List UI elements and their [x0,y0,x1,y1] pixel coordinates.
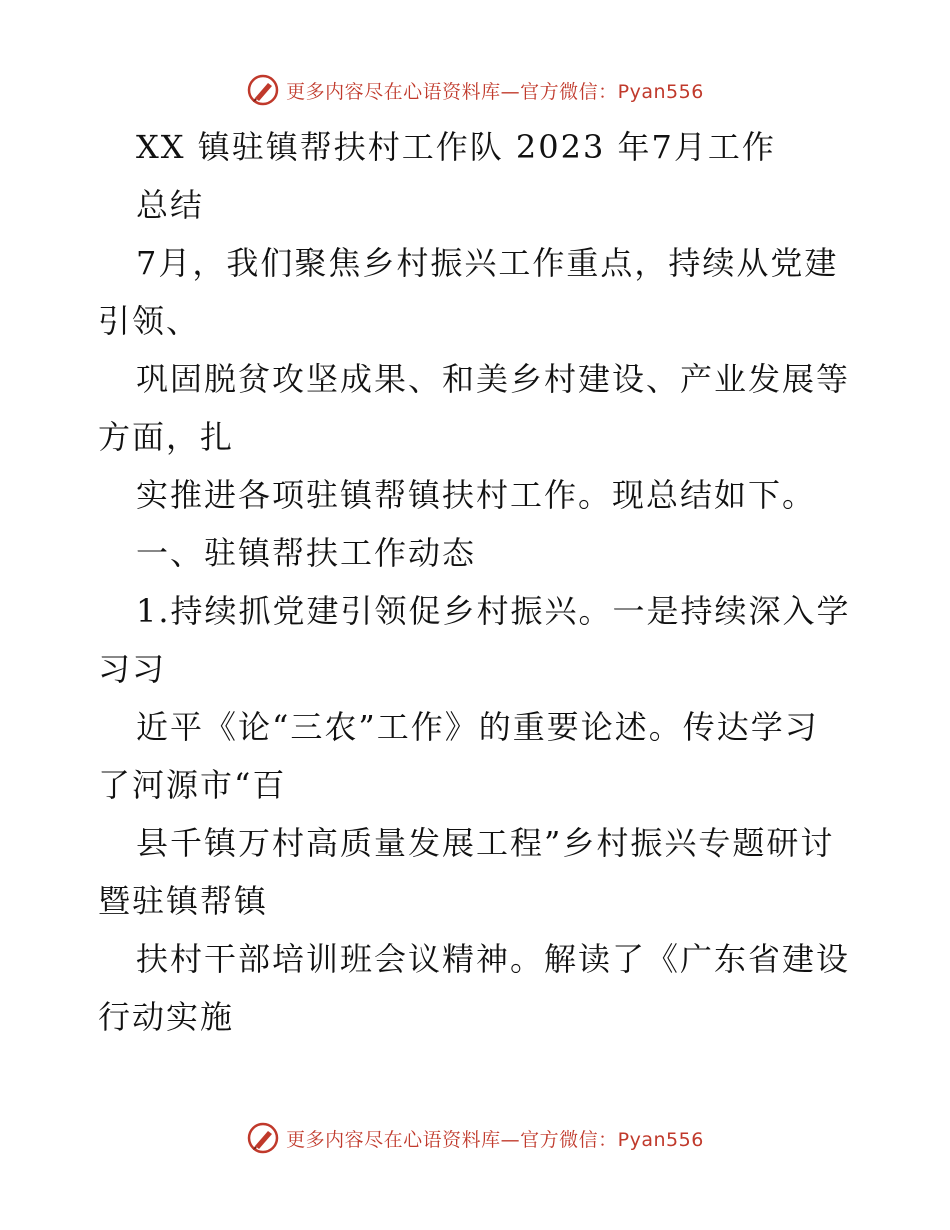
body-line-7: 实推进各项驻镇帮镇扶村工作。现总结如下。 [136,476,817,514]
header-wechat-id: Pyan556 [617,80,704,103]
body-line-11: 近平《论“三农”工作》的重要论述。传达学习 [136,708,819,746]
footer-wechat-id: Pyan556 [617,1128,704,1151]
body-line-10: 习习 [98,650,167,688]
body-line-6: 方面，扎 [98,418,235,456]
body-line-16: 行动实施 [98,998,235,1036]
body-line-13: 县千镇万村高质量发展工程”乡村振兴专题研讨 [136,824,835,862]
body-line-1: XX 镇驻镇帮扶村工作队 2023 年7月工作 [136,128,776,166]
footer-banner-text: 更多内容尽在心语资料库—官方微信：Pyan556 [286,1128,704,1151]
body-line-5: 巩固脱贫攻坚成果、和美乡村建设、产业发展等 [136,360,851,398]
pen-logo-icon [246,1121,280,1155]
pen-logo-icon [246,73,280,107]
footer-watermark-banner [0,1118,950,1158]
body-line-4: 引领、 [98,302,201,340]
body-line-12: 了河源市“百 [98,766,287,804]
body-line-15: 扶村干部培训班会议精神。解读了《广东省建设 [136,940,851,978]
body-line-14: 暨驻镇帮镇 [98,882,269,920]
header-watermark-banner [0,70,950,110]
document-body [98,118,858,1046]
section-heading-1: 一、驻镇帮扶工作动态 [136,534,477,572]
body-line-9: 1.持续抓党建引领促乡村振兴。一是持续深入学 [136,592,851,630]
body-line-3: 7月，我们聚焦乡村振兴工作重点，持续从党建 [136,244,839,282]
header-banner-text: 更多内容尽在心语资料库—官方微信：Pyan556 [286,80,704,103]
body-line-2: 总结 [136,186,205,224]
